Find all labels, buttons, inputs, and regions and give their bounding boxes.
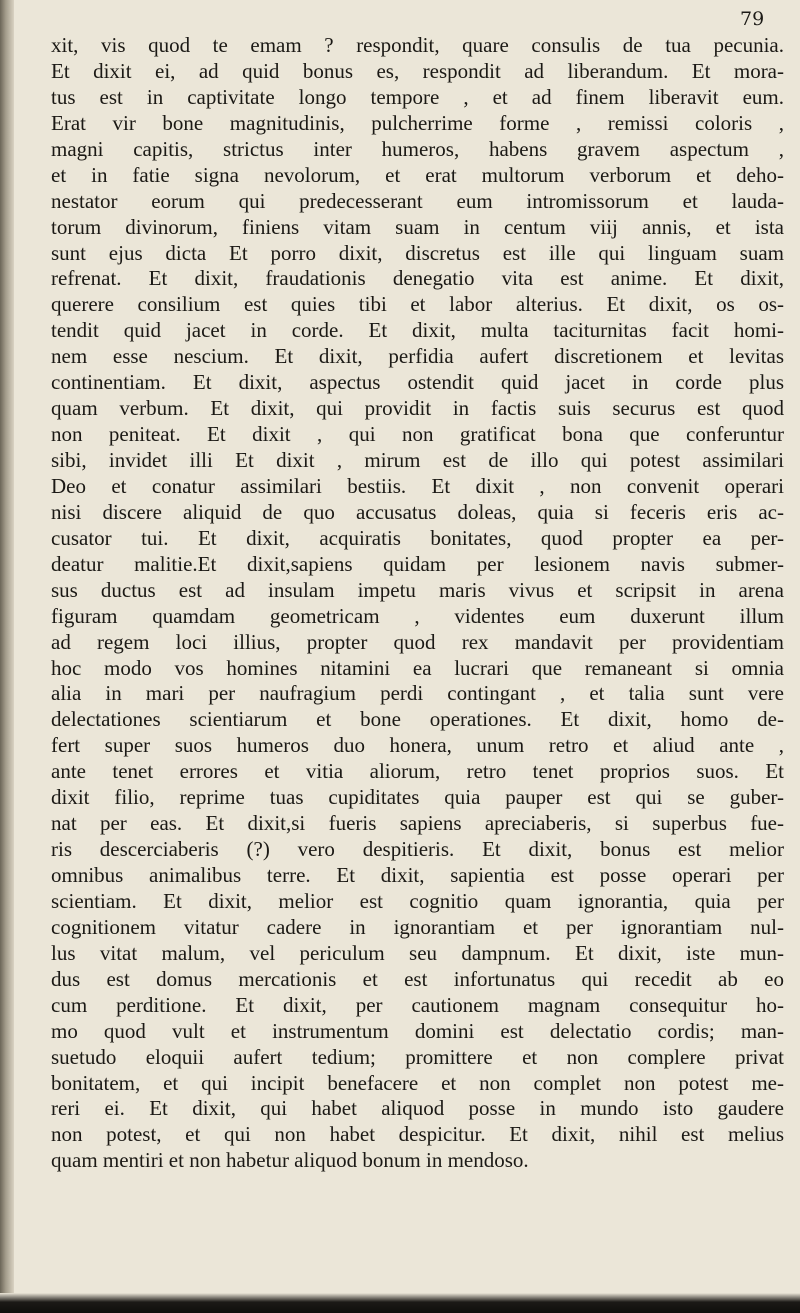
text-line: scientiam. Et dixit, melior est cognitio quam ignorantia, quia per: [51, 888, 784, 913]
text-line: lus vitat malum, vel periculum seu dampnum. Et dixit, iste mun-: [51, 940, 784, 965]
text-line: nisi discere aliquid de quo accusatus doleas, quia si feceris eris ac-: [51, 499, 784, 524]
text-line: cum perditione. Et dixit, per cautionem magnam consequitur ho-: [51, 992, 784, 1017]
text-line: et in fatie signa nevolorum, et erat multorum verborum et deho-: [51, 162, 784, 187]
text-line: continentiam. Et dixit, aspectus ostendit quid jacet in corde plus: [51, 370, 784, 395]
text-line: Deo et conatur assimilari bestiis. Et dixit , non convenit operari: [51, 473, 784, 498]
text-line: non potest, et qui non habet despicitur. Et dixit, nihil est melius: [51, 1122, 784, 1147]
binding-gutter: [0, 0, 14, 1313]
text-line: refrenat. Et dixit, fraudationis denegatio vita est anime. Et dixit,: [51, 266, 784, 291]
text-line: ris descerciaberis (?) vero despitieris. Et dixit, bonus est melior: [51, 837, 784, 862]
page-number: 79: [740, 8, 765, 30]
text-line: sibi, invidet illi Et dixit , mirum est de illo qui potest assimilari: [51, 448, 784, 472]
text-line: Erat vir bone magnitudinis, pulcherrime forme , remissi coloris ,: [51, 110, 784, 135]
text-line: deatur malitie.Et dixit,sapiens quidam per lesionem navis submer-: [51, 551, 784, 576]
body-text: [51, 33, 784, 1174]
text-line: ad regem loci illius, propter quod rex mandavit per providentiam: [51, 629, 784, 654]
text-line: reri ei. Et dixit, qui habet aliquod posse in mundo isto gaudere: [51, 1096, 784, 1121]
text-line: querere consilium est quies tibi et labor alterius. Et dixit, os os-: [51, 292, 784, 317]
text-line: quam verbum. Et dixit, qui providit in factis suis securus est quod: [51, 396, 784, 421]
text-line: non peniteat. Et dixit , qui non gratificat bona que conferuntur: [51, 422, 784, 447]
text-line: magni capitis, strictus inter humeros, habens gravem aspectum ,: [51, 136, 784, 161]
text-line: bonitatem, et qui incipit benefacere et non complet non potest me-: [51, 1070, 784, 1095]
text-line: nat per eas. Et dixit,si fueris sapiens apreciaberis, si superbus fue-: [51, 811, 784, 836]
text-line: suetudo eloquii aufert tedium; promittere et non complere privat: [51, 1044, 784, 1069]
text-line: fert super suos humeros duo honera, unum retro et aliud ante ,: [51, 733, 784, 758]
text-line: dus est domus mercationis et est infortunatus qui recedit ab eo: [51, 966, 784, 991]
text-line: xit, vis quod te emam ? respondit, quare consulis de tua pecunia.: [51, 33, 784, 57]
text-line: cognitionem vitatur cadere in ignorantiam et per ignorantiam nul-: [51, 914, 784, 939]
text-line: quam mentiri et non habetur aliquod bonum in mendoso.: [51, 1148, 529, 1173]
text-line: mo quod vult et instrumentum domini est delectatio cordis; man-: [51, 1018, 784, 1043]
text-line: sunt ejus dicta Et porro dixit, discretus est ille qui linguam suam: [51, 240, 784, 265]
text-line: delectationes scientiarum et bone operationes. Et dixit, homo de-: [51, 707, 784, 732]
text-line: torum divinorum, finiens vitam suam in centum viij annis, et ista: [51, 214, 784, 239]
text-line: Et dixit ei, ad quid bonus es, respondit ad liberandum. Et mora-: [51, 58, 784, 83]
text-line: cusator tui. Et dixit, acquiratis bonitates, quod propter ea per-: [51, 525, 784, 550]
text-line: dixit filio, reprime tuas cupiditates quia pauper est qui se guber-: [51, 785, 784, 810]
text-line: figuram quamdam geometricam , videntes eum duxerunt illum: [51, 603, 784, 628]
text-line: omnibus animalibus terre. Et dixit, sapientia est posse operari per: [51, 863, 784, 887]
text-line: alia in mari per naufragium perdi contingant , et talia sunt vere: [51, 681, 784, 706]
text-line: ante tenet errores et vitia aliorum, retro tenet proprios suos. Et: [51, 759, 784, 784]
text-line: sus ductus est ad insulam impetu maris vivus et scripsit in arena: [51, 577, 784, 602]
text-line: tendit quid jacet in corde. Et dixit, multa taciturnitas facit homi-: [51, 318, 784, 343]
text-line: nestator eorum qui predecesserant eum intromissorum et lauda-: [51, 188, 784, 213]
page-bottom-edge: [0, 1293, 800, 1313]
text-line: tus est in captivitate longo tempore , et ad finem liberavit eum.: [51, 84, 784, 109]
text-line: hoc modo vos homines nitamini ea lucrari que remaneant si omnia: [51, 655, 784, 680]
text-line: nem esse nescium. Et dixit, perfidia aufert discretionem et levitas: [51, 344, 784, 369]
